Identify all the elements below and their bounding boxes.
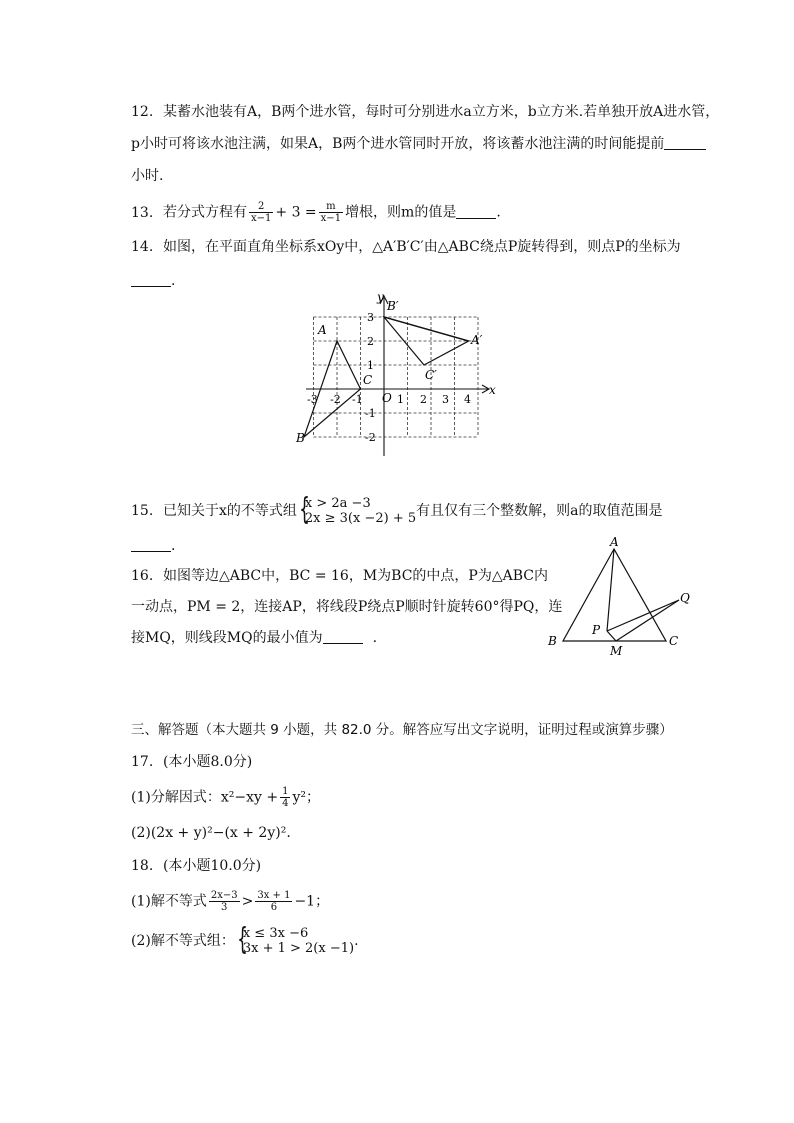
q12-text-2: p小时可将该水池注满，如果A，B两个进水管同时开放，将该蓄水池注满的时间能提前 [131,136,665,152]
q18-f2-denominator: 6 [270,902,278,913]
q18-header [131,856,261,876]
q13-f1-denominator: x−1 [251,213,272,224]
y-tick: 3 [367,311,374,324]
q18-part2-text: (2)解不等式组： [131,933,235,949]
q18-part1-text: (1)解不等式 [131,893,207,910]
q15-text-end: . [171,538,176,554]
q15-line1 [131,496,663,526]
q16-line1 [131,566,548,586]
label-P: P [592,623,601,637]
segment-pq [607,600,679,631]
q18-number: 18. [131,858,154,874]
q12-number: 12. [131,104,154,120]
q17-header [131,752,252,772]
section-3-title: 三、解答题（本大题共 9 小题，共 82.0 分。解答应写出文字说明，证明过程或演算步骤） [131,722,673,738]
y-axis-label: y [377,290,384,304]
x-tick: -3 [307,393,318,406]
q14-text: 如图，在平面直角坐标系xOy中，△A′B′C′由△ABC绕点P旋转得到，则点P的坐标为 [163,239,681,255]
q18-part2-text-end: . [354,933,359,949]
q16-text-3: 接MQ，则线段MQ的最小值为 [131,630,323,646]
q15-text-pre: 已知关于x的不等式组 [163,503,297,519]
q12-line3 [131,166,163,186]
q18-inequality-system [235,926,354,956]
q18-fraction-2 [255,890,292,913]
x-tick: -2 [330,393,341,406]
q13-text-post: 增根，则m的值是 [345,204,457,221]
y-tick: -2 [365,431,376,444]
q17-fraction-numerator: 1 [282,786,289,797]
label-C: C [669,634,679,648]
label-A: A [318,323,327,337]
label-A-prime: A′ [471,333,483,347]
q18-f2-numerator: 3x + 1 [257,890,291,901]
q16-text-1: 如图等边△ABC中，BC = 16，M为BC的中点，P为△ABC内 [163,568,548,584]
q18-part2 [131,926,359,956]
q14-line2 [131,271,175,291]
q18-gt-sign: > [241,893,254,910]
q12-line2 [131,134,706,154]
q14-text-end: . [171,273,176,289]
q14-coordinate-figure [290,288,500,460]
q13-fraction-1 [249,201,273,224]
q17-fraction [280,786,290,809]
q16-text-end: . [372,630,378,646]
q18-f1-denominator: 3 [221,902,228,913]
q18-inequality-1: { x ≤ 3x −6 [242,926,309,941]
q13-f1-numerator: 2 [249,201,273,213]
q18-part1-text-end: −1； [294,893,330,910]
y-tick: -1 [365,407,376,420]
label-M: M [610,644,623,658]
segment-pm [607,631,616,641]
x-axis-label: x [489,383,496,397]
q15-inequality-system [297,496,416,526]
q12-text: 某蓄水池装有A，B两个进水管，每时可分别进水a立方米，b立方米.若单独开放A进水管， [163,104,720,120]
label-B: B [548,634,557,648]
axes [306,296,489,456]
label-C: C [363,373,373,387]
q18-inequality-2: 3x + 1 > 2(x −1) [242,941,355,956]
q13-text-mid: + 3 = [275,204,317,221]
q16-line2 [131,597,562,617]
label-Q: Q [680,591,690,605]
q15-inequality-2: 2x ≥ 3(x −2) + 5 [304,511,417,526]
q13-answer-blank[interactable] [456,204,496,219]
q17-fraction-denominator: 4 [282,798,289,809]
q17-part2 [131,823,291,843]
q17-score: (本小题8.0分) [163,754,253,770]
y-tick: 2 [367,335,374,348]
grid-lines [314,317,479,437]
q17-part2-text: (2)(2x + y)²−(x + 2y)². [131,825,291,841]
q12-answer-blank[interactable] [664,135,706,150]
q18-fraction-1 [209,890,240,913]
q15-inequality-1: { x > 2a −3 [304,496,371,511]
q12-text-3: 小时. [131,168,164,184]
label-A: A [610,535,619,549]
q15-answer-blank[interactable] [131,537,171,552]
segment-b1a1 [384,317,469,341]
q16-triangle-figure [540,534,700,658]
q13-line [131,201,501,224]
x-tick: -1 [352,393,363,406]
x-tick: 3 [442,393,449,406]
q18-score: (本小题10.0分) [163,858,262,874]
q15-line2 [131,536,175,556]
q13-text-end: . [496,204,501,221]
y-tick: 1 [367,359,374,372]
q17-part1 [131,786,320,809]
q18-part1 [131,890,329,913]
q16-number: 16. [131,568,154,584]
q16-line3 [131,628,377,648]
q15-number: 15. [131,503,154,519]
q16-answer-blank[interactable] [323,629,363,644]
q17-part1-text-end: y²； [292,789,320,806]
label-C-prime: C′ [425,368,437,382]
label-B-prime: B′ [387,299,399,313]
q17-number: 17. [131,754,154,770]
label-B: B [296,431,305,445]
q15-text-post: 有且仅有三个整数解，则a的取值范围是 [416,503,663,519]
q17-part1-text: (1)分解因式：x²−xy + [131,789,279,806]
x-tick: 4 [464,393,471,406]
q14-line1 [131,237,681,257]
q13-number: 13. [131,204,154,221]
q13-f2-denominator: x−1 [320,213,342,224]
x-tick: 1 [397,393,404,406]
segment-ap [607,549,614,631]
q16-text-2: 一动点，PM = 2，连接AP，将线段P绕点P顺时针旋转60°得PQ，连 [131,599,563,615]
origin-label: O [382,391,392,405]
q13-f2-numerator: m [319,201,343,213]
q13-fraction-2 [319,201,343,224]
x-tick: 2 [420,393,427,406]
q18-f1-numerator: 2x−3 [210,890,238,901]
q14-number: 14. [131,239,154,255]
q13-text-pre: 若分式方程有 [163,204,247,221]
q12-line1 [131,102,719,122]
q14-answer-blank[interactable] [131,272,171,287]
